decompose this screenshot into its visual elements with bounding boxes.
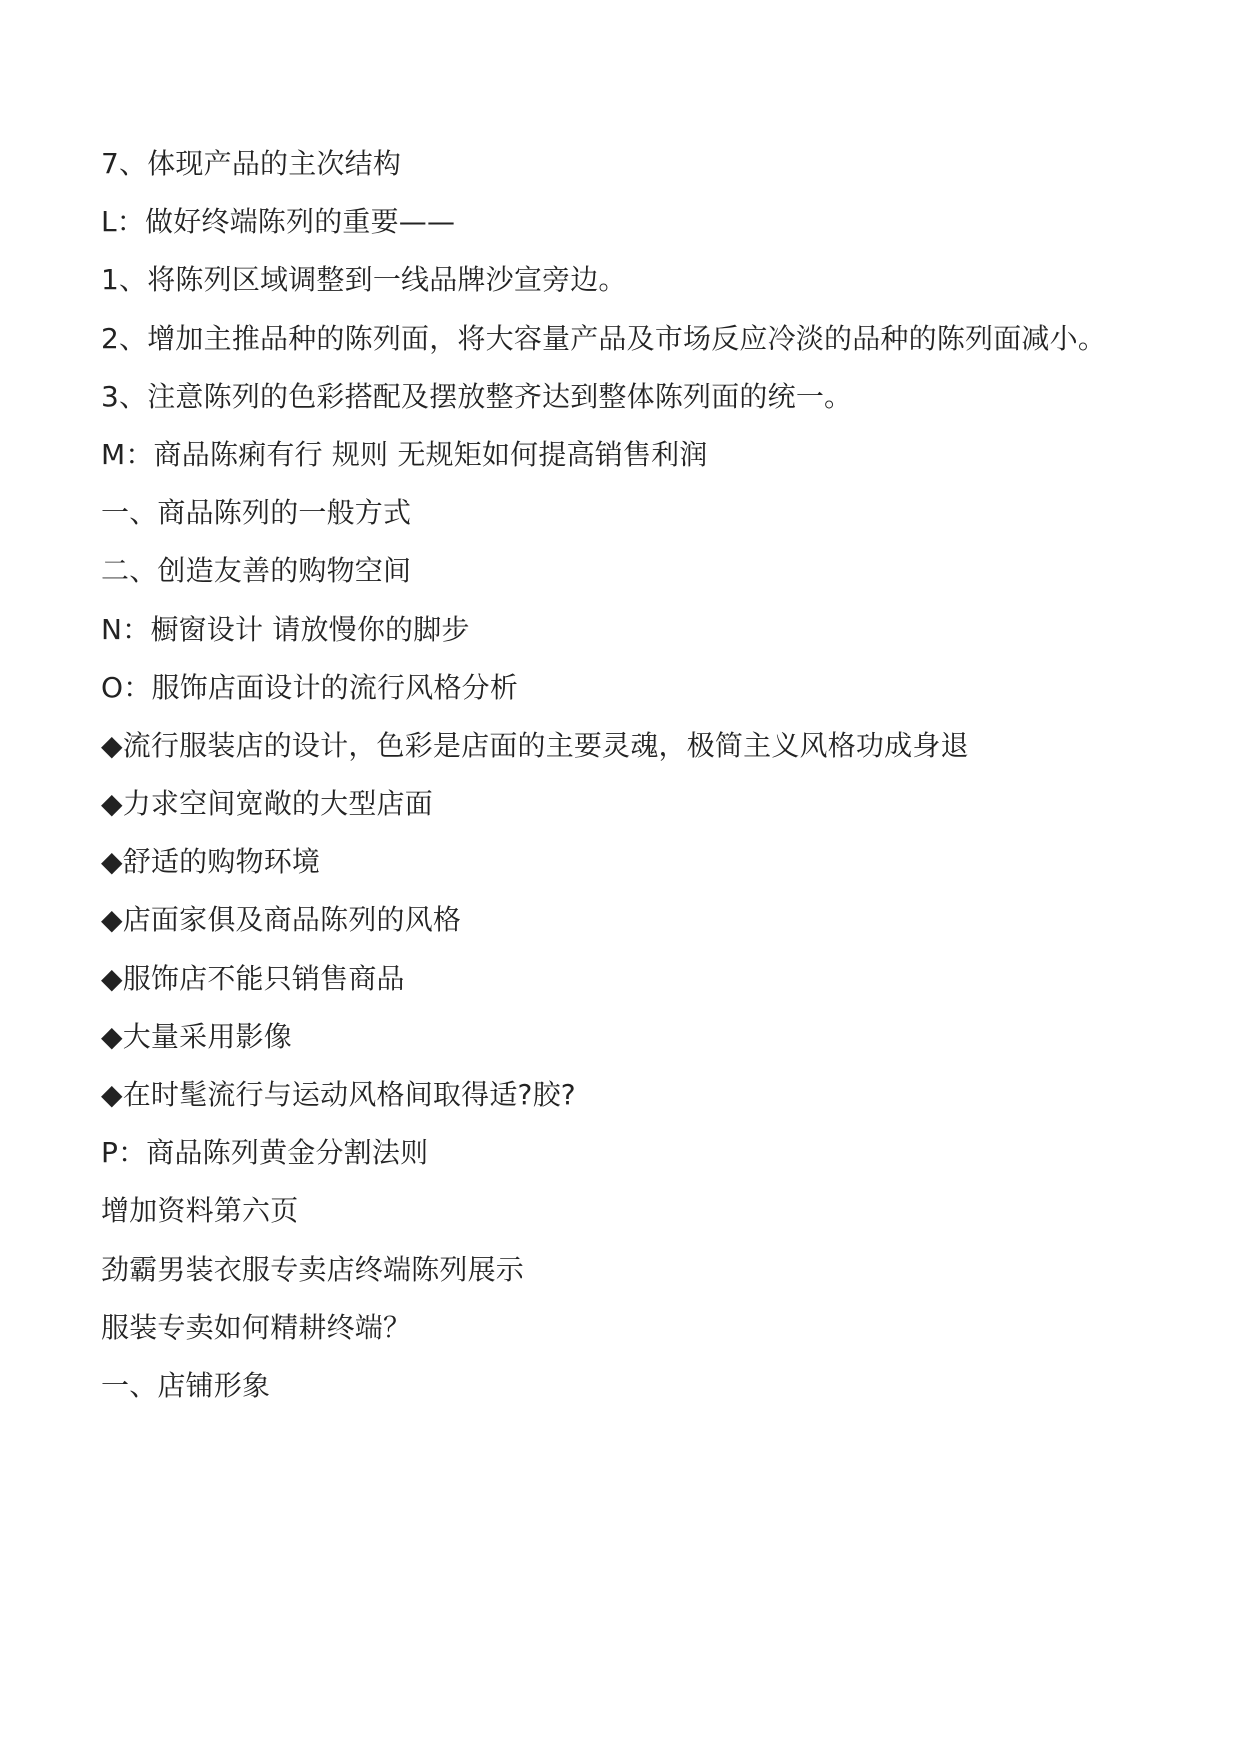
text-line: ◆舒适的购物环境 xyxy=(101,845,321,879)
text-line: ◆在时髦流行与运动风格间取得适?胶? xyxy=(101,1078,576,1111)
text-line: 二、创造友善的购物空间 xyxy=(101,554,412,588)
document-body xyxy=(101,143,1161,1423)
text-line: M：商品陈痢有行 规则 无规矩如何提高销售利润 xyxy=(101,437,708,471)
text-line: ◆力求空间宽敞的大型店面 xyxy=(101,787,433,821)
text-line: 服装专卖如何精耕终端？ xyxy=(101,1310,412,1344)
text-line: 1、将陈列区域调整到一线品牌沙宣旁边。 xyxy=(101,263,627,297)
text-line: 2、增加主推品种的陈列面，将大容量产品及市场反应冷淡的品种的陈列面减小。 xyxy=(101,321,1107,355)
text-line: ◆服饰店不能只销售商品 xyxy=(101,961,405,995)
text-line: 3、注意陈列的色彩搭配及摆放整齐达到整体陈列面的统一。 xyxy=(101,379,853,413)
text-line: O：服饰店面设计的流行风格分析 xyxy=(101,670,519,704)
text-line: 一、店铺形象 xyxy=(101,1368,271,1402)
text-line: ◆大量采用影像 xyxy=(101,1019,292,1053)
text-line: 增加资料第六页 xyxy=(101,1194,299,1228)
text-line: N：橱窗设计 请放慢你的脚步 xyxy=(101,612,470,646)
text-line: 劲霸男装衣服专卖店终端陈列展示 xyxy=(101,1252,525,1286)
text-line: ◆店面家俱及商品陈列的风格 xyxy=(101,903,462,937)
text-line: ◆流行服装店的设计，色彩是店面的主要灵魂，极简主义风格功成身退 xyxy=(101,728,969,762)
text-line: 7、体现产品的主次结构 xyxy=(101,147,402,180)
text-line: L：做好终端陈列的重要—— xyxy=(101,205,456,239)
text-line: 一、商品陈列的一般方式 xyxy=(101,496,412,530)
text-line: P：商品陈列黄金分割法则 xyxy=(101,1136,429,1170)
